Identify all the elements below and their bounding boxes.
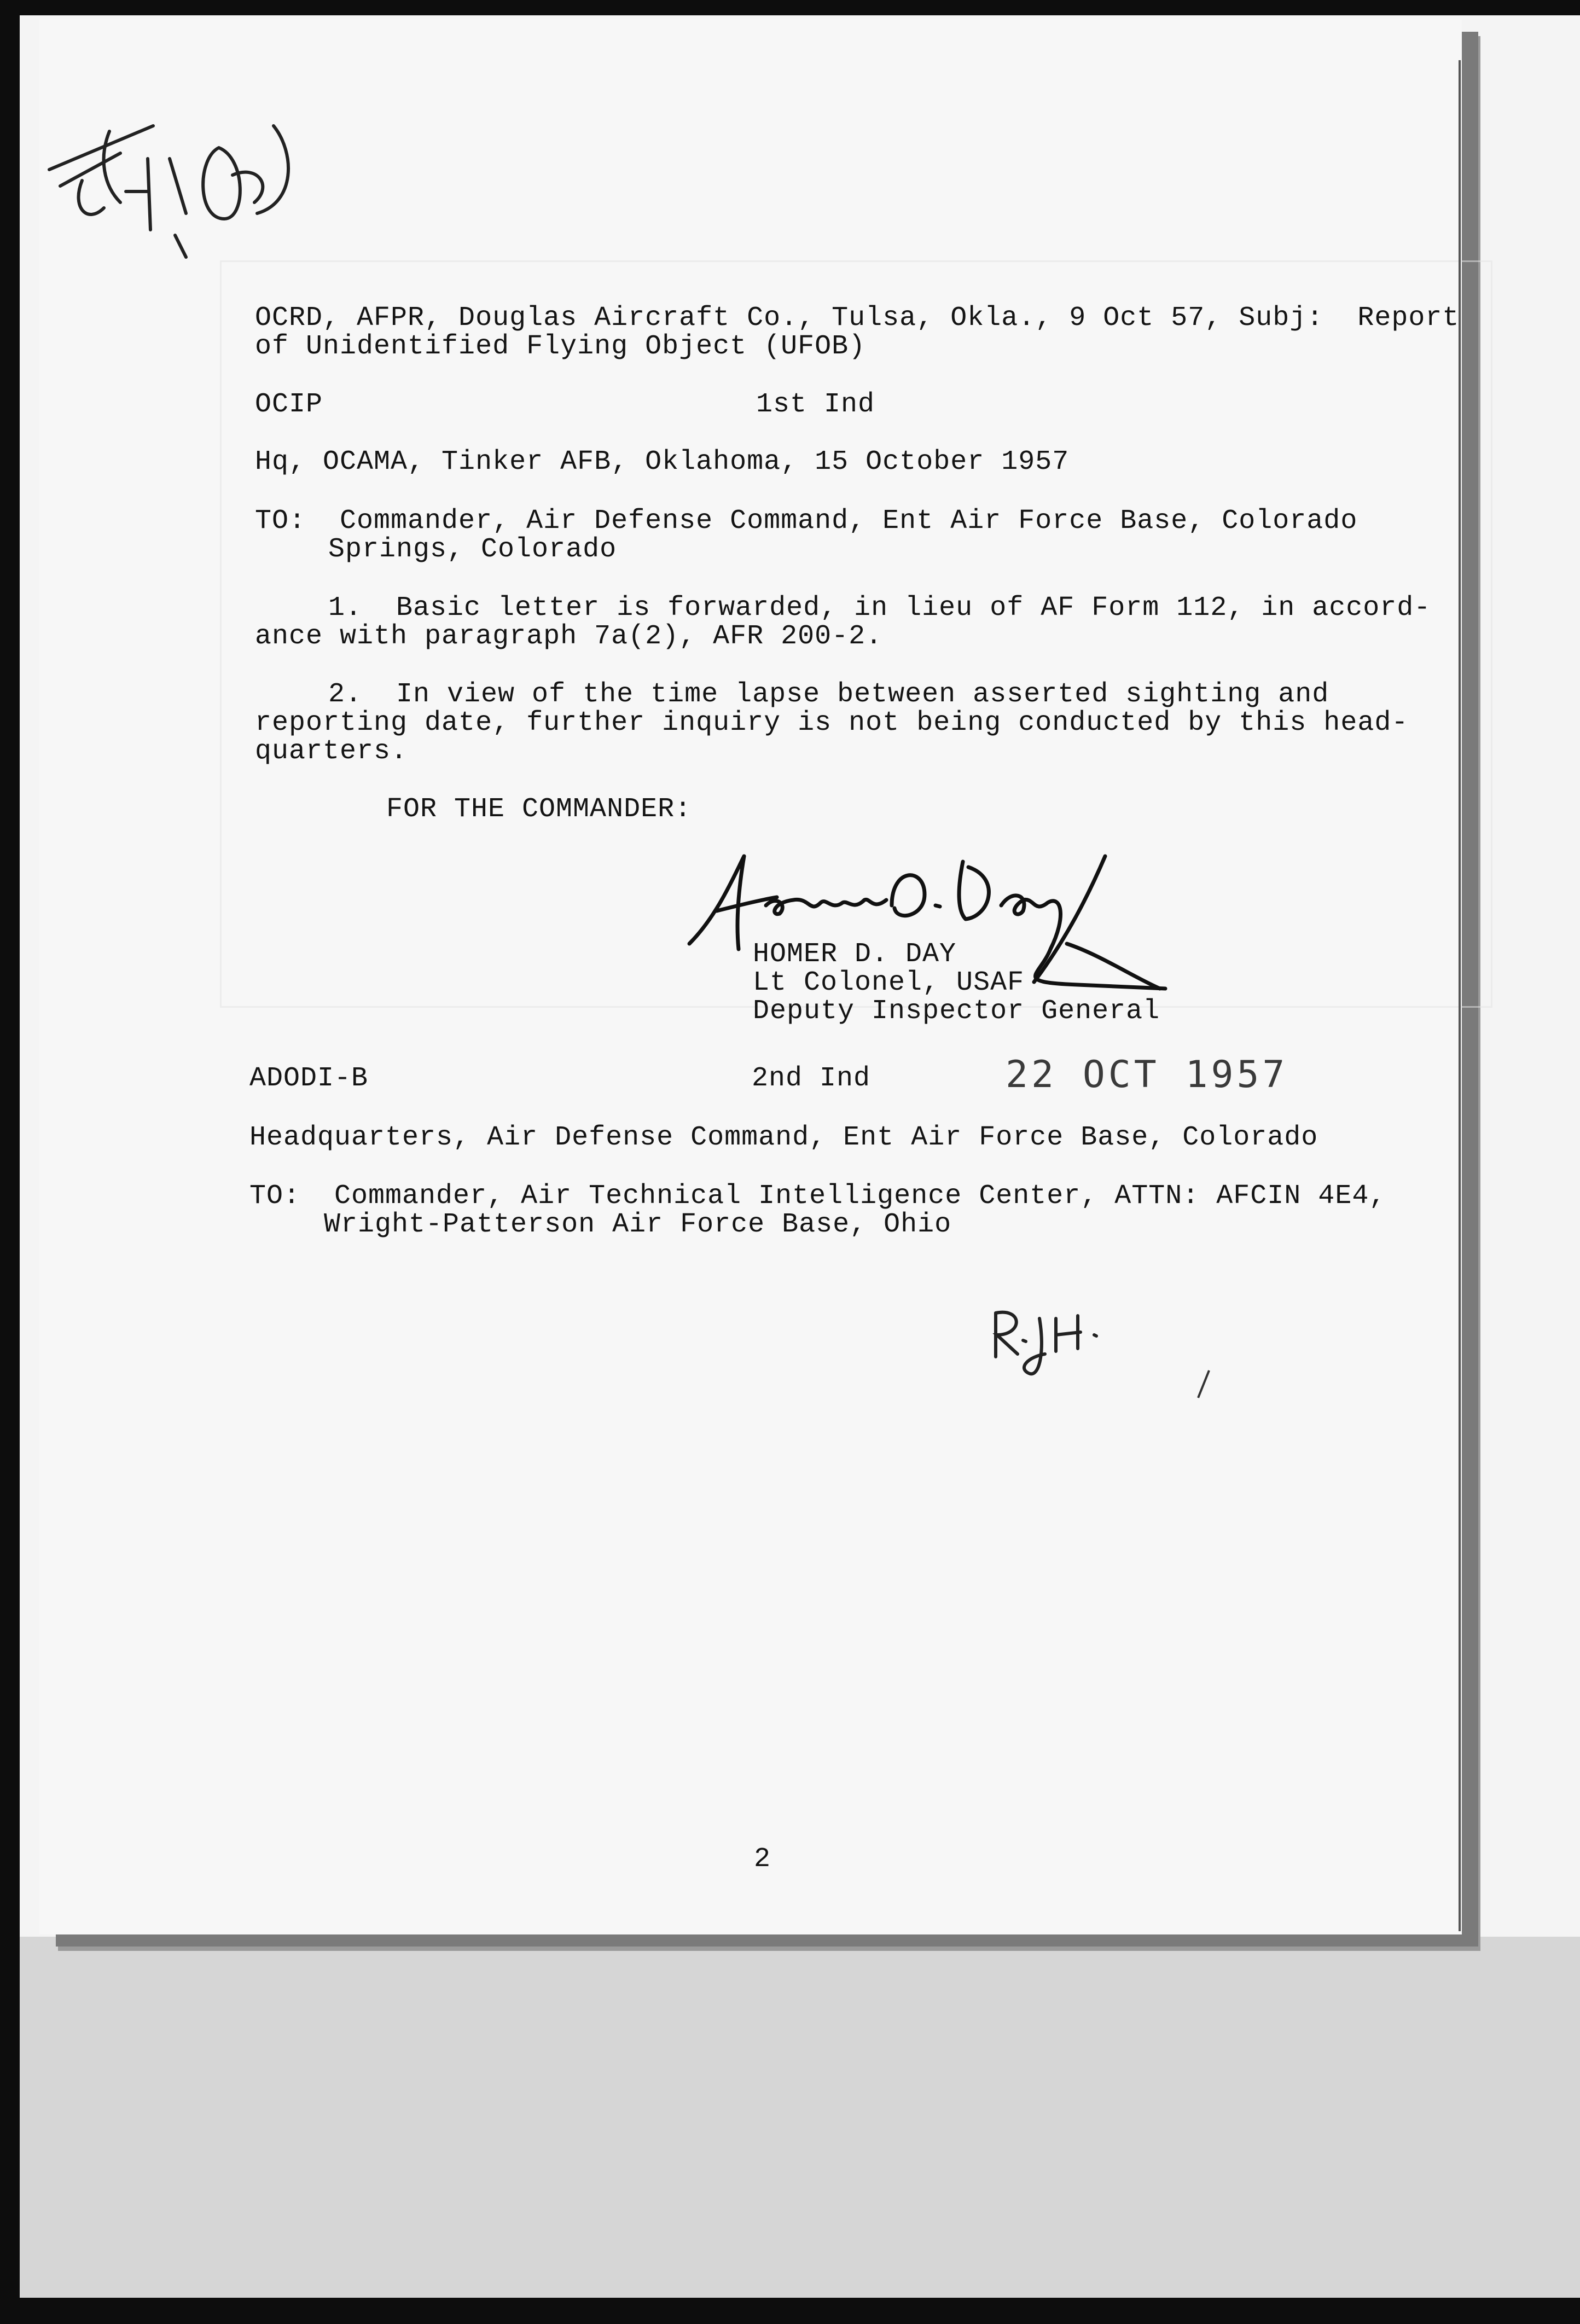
- second-ind-to: TO: Commander, Air Technical Intelligence Center, ATTN: AFCIN 4E4,: [249, 1181, 1386, 1212]
- second-ind-from: Headquarters, Air Defense Command, Ent Air Force Base, Colorado: [249, 1122, 1318, 1153]
- basic-letter-heading: OCRD, AFPR, Douglas Aircraft Co., Tulsa, Okla., 9 Oct 57, Subj: Report: [255, 303, 1460, 334]
- scan-edge: [0, 2298, 1580, 2324]
- first-ind-to: TO: Commander, Air Defense Command, Ent Air Force Base, Colorado: [255, 506, 1358, 537]
- handwritten-initials: [985, 1302, 1127, 1384]
- handwritten-file-mark: [38, 109, 323, 290]
- first-ind-office: OCIP: [255, 389, 323, 420]
- stray-mark: [1193, 1368, 1215, 1401]
- signer-name: HOMER D. DAY: [753, 939, 957, 970]
- page-number: 2: [754, 1844, 771, 1875]
- closing-line: FOR THE COMMANDER:: [386, 794, 692, 825]
- first-ind-to: Springs, Colorado: [328, 534, 617, 565]
- scanner-background: [20, 1937, 1580, 2298]
- date-stamp: 22 OCT 1957: [1006, 1053, 1288, 1096]
- second-ind-to: Wright-Patterson Air Force Base, Ohio: [324, 1209, 952, 1240]
- signer-title: Deputy Inspector General: [753, 996, 1160, 1027]
- first-ind-from: Hq, OCAMA, Tinker AFB, Oklahoma, 15 October 1957: [255, 446, 1070, 478]
- second-ind-office: ADODI-B: [249, 1063, 369, 1094]
- first-ind-label: 1st Ind: [756, 389, 875, 420]
- paragraph-1: ance with paragraph 7a(2), AFR 200-2.: [255, 621, 883, 652]
- page-edge-shadow: [1459, 60, 1461, 1931]
- paragraph-2: 2. In view of the time lapse between asserted sighting and: [328, 679, 1329, 710]
- basic-letter-heading: of Unidentified Flying Object (UFOB): [255, 331, 866, 362]
- paragraph-2: reporting date, further inquiry is not being conducted by this head-: [255, 707, 1409, 739]
- paragraph-1: 1. Basic letter is forwarded, in lieu of AF Form 112, in accord-: [328, 592, 1431, 624]
- scan-edge: [0, 0, 1580, 15]
- scan-edge: [0, 0, 20, 2324]
- signer-rank: Lt Colonel, USAF: [753, 967, 1025, 998]
- paragraph-2: quarters.: [255, 736, 408, 767]
- second-ind-label: 2nd Ind: [752, 1063, 871, 1094]
